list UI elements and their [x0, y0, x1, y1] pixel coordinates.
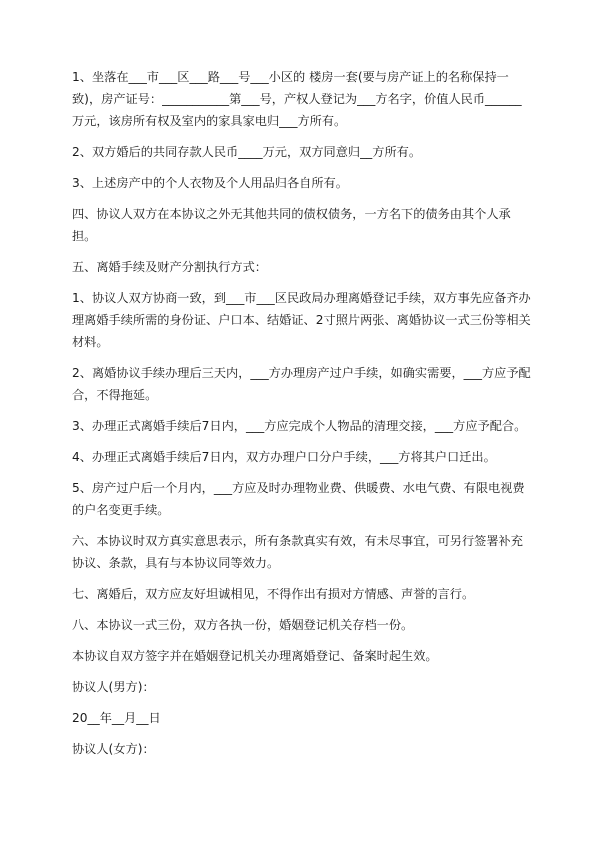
effective-statement: 本协议自双方签字并在婚姻登记机关办理离婚登记、备案时起生效。	[72, 649, 438, 663]
document-body	[72, 66, 532, 769]
clause-procedure-house-transfer: 2、离婚协议手续办理后三天内，___方办理房产过户手续，如确实需要，___方应予配合，不得拖延。	[72, 366, 531, 402]
signature-female: 协议人(女方)：	[72, 742, 155, 756]
section-copies: 八、本协议一式三份，双方各执一份，婚姻登记机关存档一份。	[72, 618, 414, 632]
section-procedure-heading: 五、离婚手续及财产分割执行方式：	[72, 260, 267, 274]
section-debts: 四、协议人双方在本协议之外无其他共同的债权债务，一方名下的债务由其个人承担。	[72, 207, 511, 243]
clause-procedure-utilities: 5、房产过户后一个月内，___方应及时办理物业费、供暖费、水电气费、有限电视费的户名变更手续。	[72, 481, 525, 517]
signature-date: 20__年__月__日	[72, 711, 161, 725]
clause-property-savings: 2、双方婚后的共同存款人民币____万元，双方同意归__方所有。	[72, 145, 422, 159]
section-conduct: 七、离婚后，双方应友好坦诚相见，不得作出有损对方情感、声誉的言行。	[72, 587, 475, 601]
clause-property-personal: 3、上述房产中的个人衣物及个人用品归各自所有。	[72, 176, 348, 190]
signature-male: 协议人(男方)：	[72, 680, 155, 694]
clause-procedure-household: 4、办理正式离婚手续后7日内，双方办理户口分户手续，___方将其户口迁出。	[72, 450, 496, 464]
clause-property-house: 1、坐落在___市___区___路___号___小区的 楼房一套(要与房产证上的名称保持一致)，房产证号：___________第___号，产权人登记为___方名字，价值人民币______万元，该房所有权及室内的家具家电归___方所有。	[72, 70, 522, 128]
section-validity: 六、本协议时双方真实意思表示，所有条款真实有效，有未尽事宜，可另行签署补充协议、条款，具有与本协议同等效力。	[72, 534, 523, 570]
clause-procedure-registration: 1、协议人双方协商一致，到___市___区民政局办理离婚登记手续，双方事先应备齐办理离婚手续所需的身份证、户口本、结婚证、2寸照片两张、离婚协议一式三份等相关材料。	[72, 291, 531, 349]
clause-procedure-belongings: 3、办理正式离婚手续后7日内，___方应完成个人物品的清理交接，___方应予配合。	[72, 419, 527, 433]
